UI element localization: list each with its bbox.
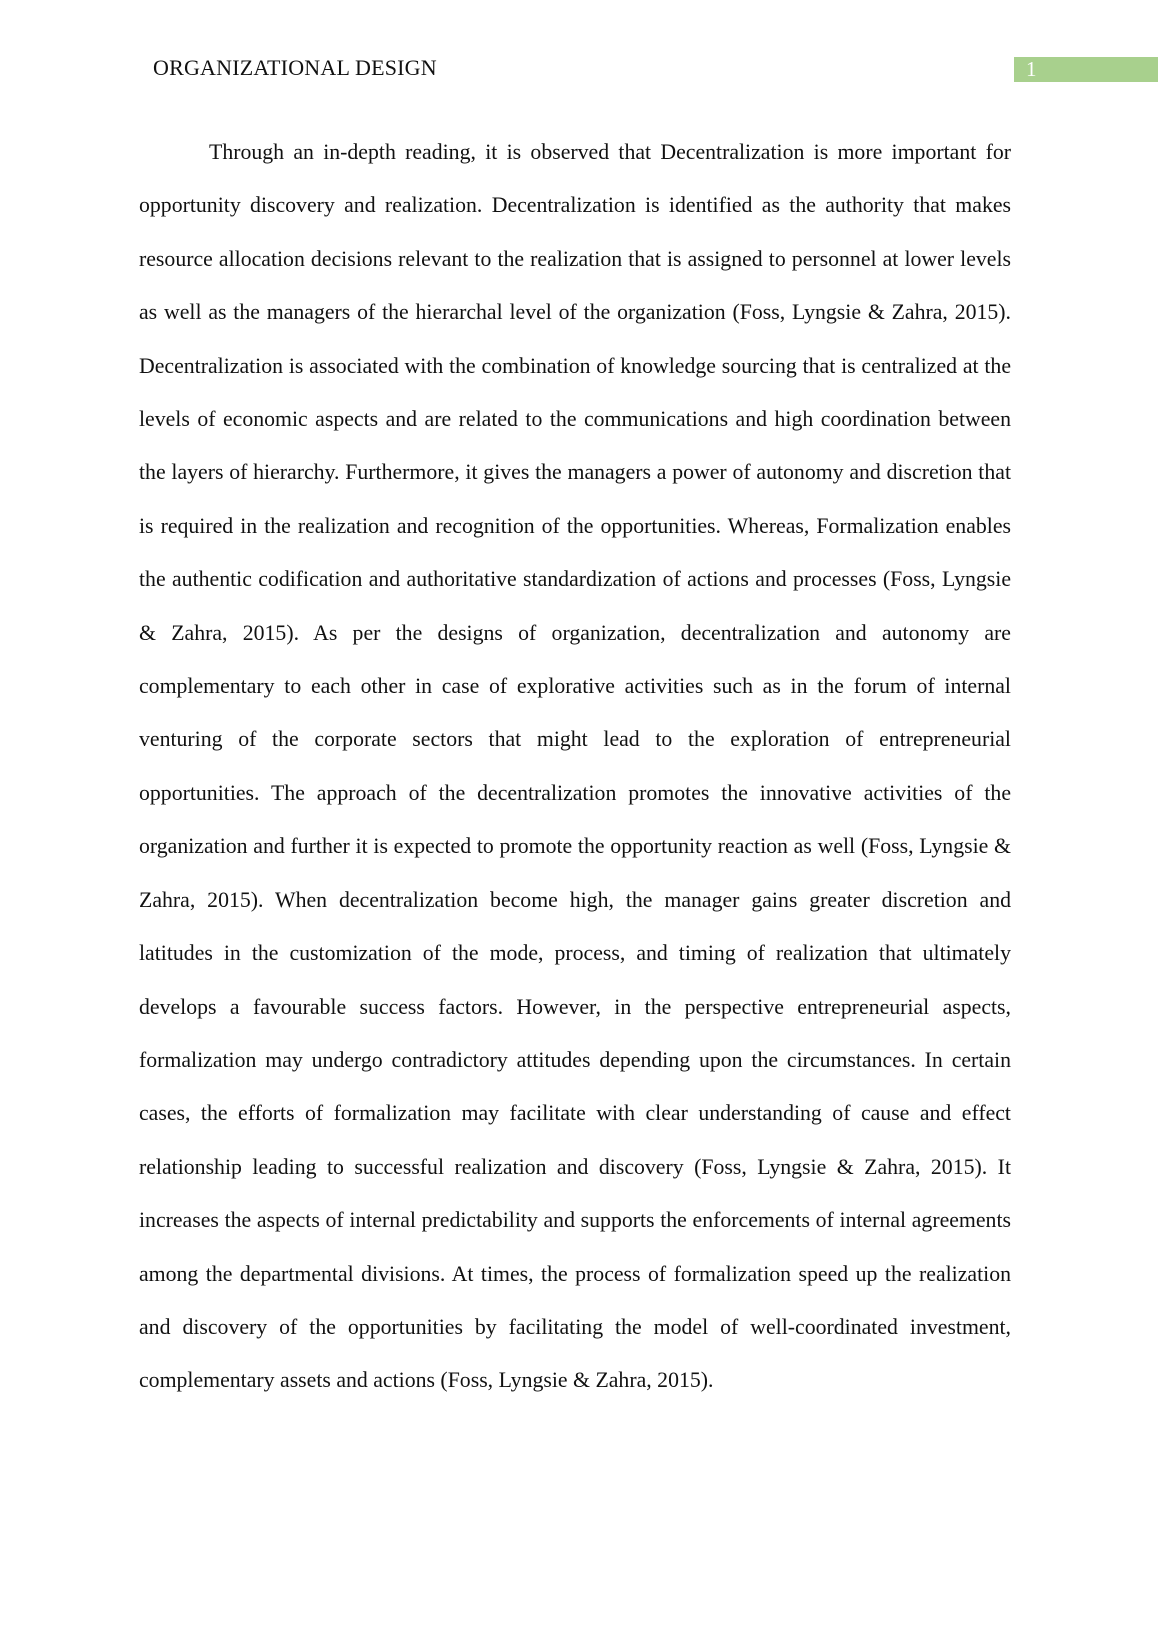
page-number: 1 bbox=[1014, 57, 1158, 82]
running-head: ORGANIZATIONAL DESIGN bbox=[153, 55, 437, 80]
body-paragraph: Through an in-depth reading, it is observed that Decentralization is more important for opportunity discovery and realization. Decentralization is identified as the authority that makes resource allocation decisions relevant to the realization that is assigned to personnel at lower levels as well as the managers of the hierarchal level of the organization (Foss, Lyngsie & Zahra, 2015). Decentralization is associated with the combination of knowledge sourcing that is centralized at the levels of economic aspects and are related to the communications and high coordination between the layers of hierarchy. Furthermore, it gives the managers a power of autonomy and discretion that is required in the realization and recognition of the opportunities. Whereas, Formalization enables the authentic codification and authoritative standardization of actions and processes (Foss, Lyngsie & Zahra, 2015). As per the designs of organization, decentralization and autonomy are complementary to each other in case of explorative activities such as in the forum of internal venturing of the corporate sectors that might lead to the exploration of entrepreneurial opportunities. The approach of the decentralization promotes the innovative activities of the organization and further it is expected to promote the opportunity reaction as well (Foss, Lyngsie & Zahra, 2015). When decentralization become high, the manager gains greater discretion and latitudes in the customization of the mode, process, and timing of realization that ultimately develops a favourable success factors. However, in the perspective entrepreneurial aspects, formalization may undergo contradictory attitudes depending upon the circumstances. In certain cases, the efforts of formalization may facilitate with clear understanding of cause and effect relationship leading to successful realization and discovery (Foss, Lyngsie & Zahra, 2015). It increases the aspects of internal predictability and supports the enforcements of internal agreements among the departmental divisions. At times, the process of formalization speed up the realization and discovery of the opportunities by facilitating the model of well-coordinated investment, complementary assets and actions (Foss, Lyngsie & Zahra, 2015). bbox=[139, 140, 1011, 1393]
